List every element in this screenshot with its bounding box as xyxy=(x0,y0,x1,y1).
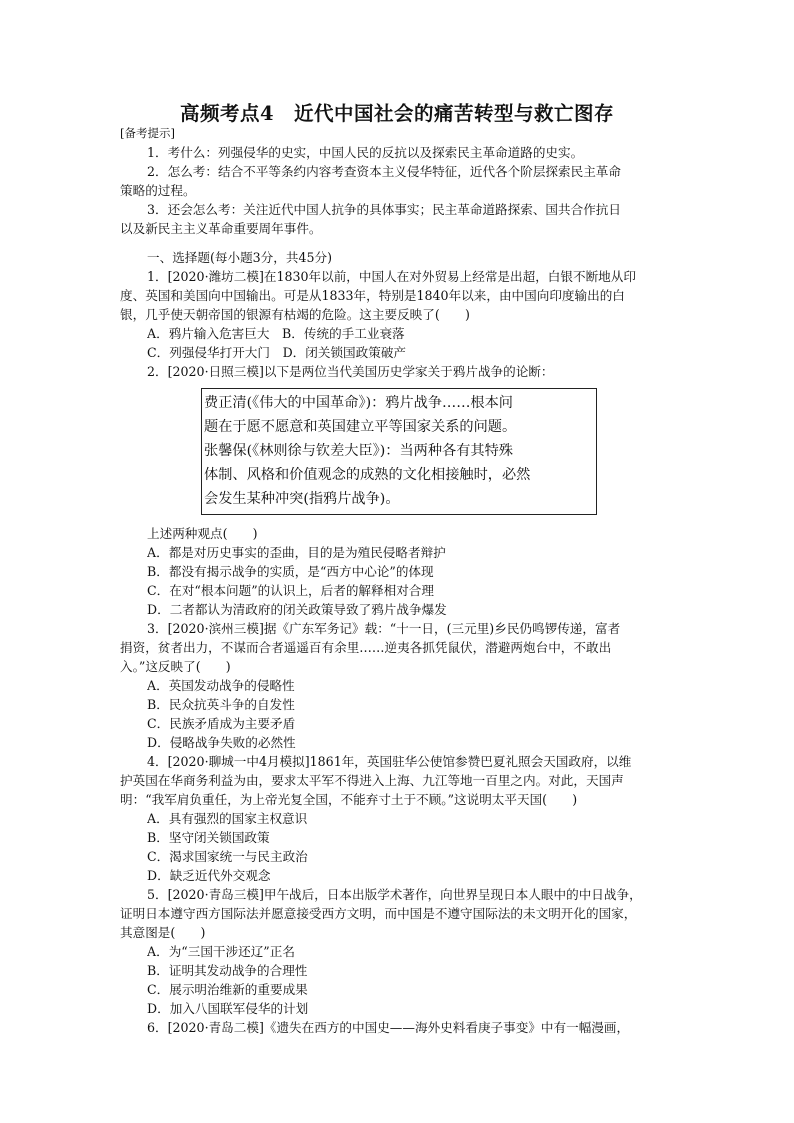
quote-line: 张馨保(《林则徐与钦差大臣》)：当两种各有其特殊 xyxy=(204,443,513,459)
prep-tag: [备考提示] xyxy=(120,126,175,140)
question-1-options-cd: C．列强侵华打开大门 D．闭关锁国政策破产 xyxy=(147,345,407,360)
question-4-option-a: A．具有强烈的国家主权意识 xyxy=(147,811,308,826)
prep-item-1: 1．考什么：列强侵华的史实，中国人民的反抗以及探索民主革命道路的史实。 xyxy=(147,145,584,160)
question-1-options-ab: A．鸦片输入危害巨大 B．传统的手工业衰落 xyxy=(147,326,405,341)
question-2-option-d: D．二者都认为清政府的闭关政策导致了鸦片战争爆发 xyxy=(147,602,447,617)
question-5-option-c: C．展示明治维新的重要成果 xyxy=(147,982,308,997)
question-3-stem-cont: 入。”这反映了( ) xyxy=(120,659,231,674)
question-5-option-a: A．为“三国干涉还辽”正名 xyxy=(147,944,295,959)
question-2-prompt: 上述两种观点( ) xyxy=(147,526,258,541)
question-5-option-b: B．证明其发动战争的合理性 xyxy=(147,963,308,978)
question-5-stem-cont: 其意图是( ) xyxy=(120,925,206,940)
question-4-option-c: C．渴求国家统一与民主政治 xyxy=(147,849,308,864)
page-title: 高频考点4 近代中国社会的痛苦转型与救亡图存 xyxy=(179,102,615,125)
question-4-stem-cont: 护英国在华商务利益为由，要求太平军不得进入上海、九江等地一百里之内。对此，天国声 xyxy=(120,773,624,788)
question-5-stem-cont: 证明日本遵守西方国际法并愿意接受西方文明，而中国是不遵守国际法的未文明开化的国家， xyxy=(120,906,637,921)
prep-item-2-cont: 策略的过程。 xyxy=(120,183,196,198)
question-5-option-d: D．加入八国联军侵华的计划 xyxy=(147,1001,309,1016)
question-2-option-c: C．在对“根本问题”的认识上，后者的解释相对合理 xyxy=(147,583,434,598)
question-4-option-d: D．缺乏近代外交观念 xyxy=(147,868,271,883)
question-3-stem: 3．[2020·滨州三模]据《广东军务记》载：“十一日，(三元里)乡民仍鸣锣传递，富者 xyxy=(147,621,621,636)
question-4-option-b: B．坚守闭关锁国政策 xyxy=(147,830,270,845)
question-3-stem-cont: 捐资，贫者出力，不谋而合者遥遥百有余里……逆夷各抓凭鼠伏，潜避两炮台中，不敢出 xyxy=(120,640,612,655)
question-1-stem-cont: 度、英国和美国向中国输出。可是从1833年，特别是1840年以来，由中国向印度输出的白 xyxy=(120,288,625,303)
question-1-stem-cont: 银，几乎使天朝帝国的银源有枯竭的危险。这主要反映了( ) xyxy=(120,307,470,322)
question-4-stem-cont: 明：“我军肩负重任，为上帝光复全国，不能弃寸土于不顾。”这说明太平天国( ) xyxy=(120,792,578,807)
question-5-stem: 5．[2020·青岛三模]甲午战后，日本出版学术著作，向世界呈现日本人眼中的中日战争， xyxy=(147,887,642,902)
question-6-stem: 6．[2020·青岛二模]《遗失在西方的中国史——海外史料看庚子事变》中有一幅漫画， xyxy=(147,1020,630,1035)
question-2-stem: 2．[2020·日照三模]以下是两位当代美国历史学家关于鸦片战争的论断： xyxy=(147,364,554,379)
question-2-option-a: A．都是对历史事实的歪曲，目的是为殖民侵略者辩护 xyxy=(147,545,446,560)
quote-line: 会发生某种冲突(指鸦片战争)。 xyxy=(204,491,400,507)
question-1-stem: 1．[2020·潍坊二模]在1830年以前，中国人在对外贸易上经常是出超，白银不断地从印 xyxy=(147,269,636,284)
prep-item-2: 2．怎么考：结合不平等条约内容考查资本主义侵华特征，近代各个阶层探索民主革命 xyxy=(147,164,621,179)
quote-line: 体制、风格和价值观念的成熟的文化相接触时，必然 xyxy=(204,467,531,483)
question-3-option-b: B．民众抗英斗争的自发性 xyxy=(147,697,295,712)
quote-line: 题在于愿不愿意和英国建立平等国家关系的问题。 xyxy=(204,419,517,435)
question-3-option-a: A．英国发动战争的侵略性 xyxy=(147,678,295,693)
question-3-option-c: C．民族矛盾成为主要矛盾 xyxy=(147,716,296,731)
question-3-option-d: D．侵略战争失败的必然性 xyxy=(147,735,296,750)
prep-item-3: 3．还会怎么考：关注近代中国人抗争的具体事实；民主革命道路探索、国共合作抗日 xyxy=(147,202,621,217)
prep-item-3-cont: 以及新民主主义革命重要周年事件。 xyxy=(120,221,322,236)
question-4-stem: 4．[2020·聊城一中4月模拟]1861年，英国驻华公使馆参赞巴夏礼照会天国政府，以维 xyxy=(147,754,632,769)
question-2-option-b: B．都没有揭示战争的实质，是“西方中心论”的体现 xyxy=(147,564,434,579)
quote-line: 费正清(《伟大的中国革命》)：鸦片战争……根本问 xyxy=(204,395,513,411)
section-heading: 一、选择题(每小题3分，共45分) xyxy=(147,250,332,265)
